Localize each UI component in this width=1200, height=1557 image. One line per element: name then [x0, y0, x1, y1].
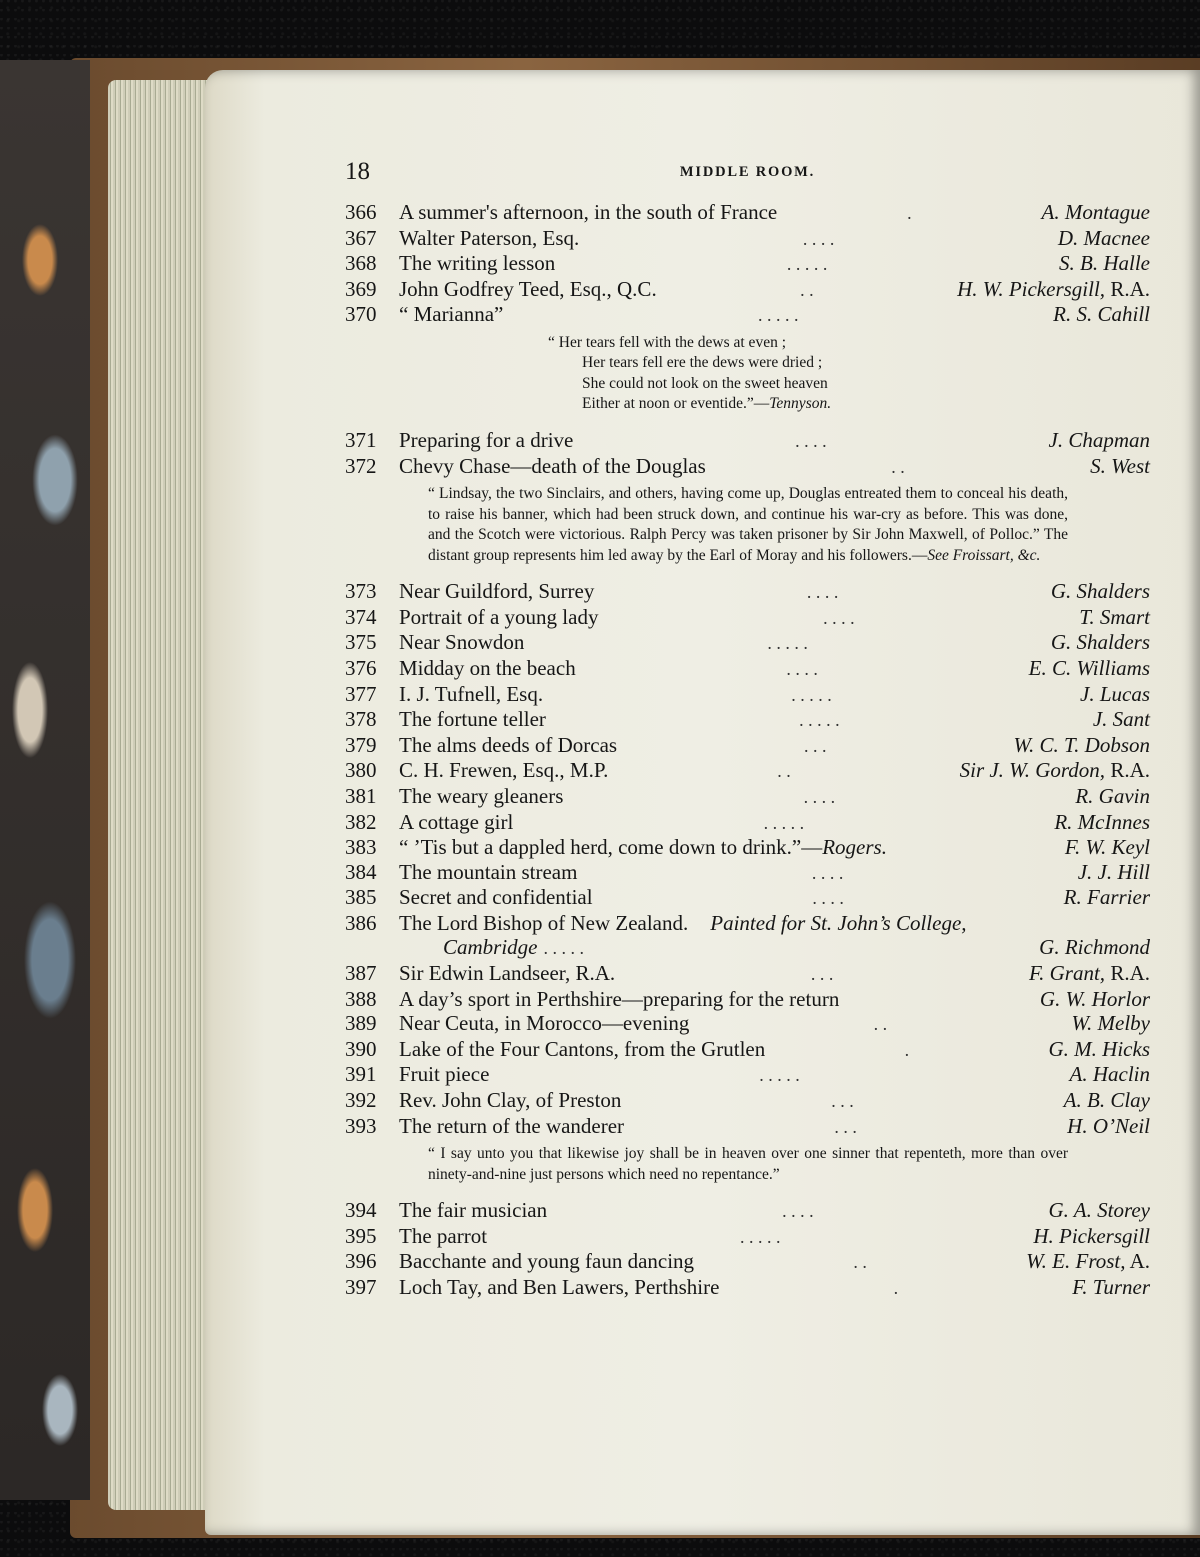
dot-leader: . . . . . [763, 812, 805, 833]
entry-title [399, 1062, 489, 1087]
entry-artist [1079, 605, 1150, 630]
entry-artist [1033, 1224, 1150, 1249]
entry-number: 393 [345, 1113, 377, 1138]
catalogue-entry [345, 987, 1150, 1012]
entry-number: 387 [345, 961, 377, 986]
entry-artist-name: H. W. Pickersgill, [957, 276, 1106, 301]
entry-title [399, 454, 706, 479]
entry-title [399, 682, 543, 707]
entry-title-text: “ Marianna” [399, 302, 504, 327]
entry-title-text: John Godfrey Teed, Esq., Q.C. [399, 276, 657, 301]
entry-artist [1064, 885, 1150, 910]
quote-attribution: Tennyson. [769, 395, 832, 413]
quote-line: “ Her tears fell with the dews at even ; [548, 333, 787, 351]
dot-leader: . . . . . [758, 305, 799, 326]
entry-artist-name: J. Sant [1092, 707, 1150, 732]
entry-artist-name: W. E. Frost, [1026, 1249, 1126, 1274]
entry-number: 390 [345, 1036, 377, 1061]
dot-leader: . . [777, 761, 791, 782]
entry-artist [1029, 961, 1150, 986]
entry-title-text: The return of the wanderer [399, 1113, 625, 1138]
catalogue-entry [345, 860, 1150, 886]
entry-title [399, 605, 598, 630]
entry-number: 384 [345, 859, 377, 884]
entry-number: 367 [345, 225, 377, 250]
entry-title-italic: Rogers. [822, 835, 887, 860]
catalogue-group [345, 200, 1150, 328]
entry-title [399, 961, 615, 986]
entry-artist [1070, 1062, 1150, 1087]
quote-text: “ Lindsay, the two Sinclairs, and others, having come up, Douglas entreated them to conceal his death, to raise his banner, which had been struck down, and continue his war-cry as before. This was done, and the Scotch were victorious. Ralph Percy was taken prisoner by Sir John Maxwell, of Polloc.” The distant group represents him led away by the Earl of Moray and his followers.— [428, 485, 1068, 564]
entry-number: 374 [345, 604, 377, 629]
catalogue-entry [345, 810, 1150, 836]
entry-title-text: Lake of the Four Cantons, from the Grutlen [399, 1036, 766, 1061]
catalogue-group [345, 579, 1150, 935]
entry-number: 377 [345, 681, 377, 706]
entry-artist [1013, 733, 1150, 758]
entry-artist [1049, 1198, 1150, 1223]
quote-wanderer [345, 1144, 1150, 1185]
entry-artist [1040, 987, 1150, 1012]
entry-artist-name: G. W. Horlor [1039, 986, 1150, 1011]
entry-artist-name: E. C. Williams [1028, 655, 1150, 680]
dot-leader: . . . . [802, 228, 835, 249]
quote-chevy-chase [345, 484, 1150, 566]
catalogue-entry [345, 200, 1150, 226]
entry-title [399, 200, 777, 225]
catalogue-entry [345, 1275, 1150, 1301]
entry-title-text: The mountain stream [399, 859, 578, 884]
entry-title-text: Near Guildford, Surrey [399, 579, 595, 604]
entry-number: 379 [345, 732, 377, 757]
entry-title [399, 277, 657, 302]
entry-artist-suffix: R.A. [1105, 276, 1150, 301]
catalogue-entry [345, 605, 1150, 631]
page-content [345, 150, 1150, 1301]
entry-title [399, 835, 887, 860]
entry-artist-name: S. West [1090, 453, 1150, 478]
entry-artist [1042, 200, 1150, 225]
entry-number: 373 [345, 579, 377, 604]
entry-artist [1071, 1011, 1150, 1036]
entry-title [399, 1249, 694, 1274]
entry-title [399, 1114, 624, 1139]
entry-title-text: Fruit piece [399, 1062, 490, 1087]
quote-line: Her tears fell ere the dews were dried ; [582, 354, 823, 372]
dot-leader: . . . . [811, 862, 844, 883]
entry-artist [1058, 226, 1150, 251]
entry-number: 371 [345, 427, 377, 452]
entry-artist [1065, 835, 1150, 860]
entry-artist [1053, 302, 1150, 327]
dot-leader: . . . . [823, 607, 855, 628]
entry-artist-name: W. C. T. Dobson [1013, 732, 1150, 757]
dot-leader: . . . [810, 964, 834, 985]
entry-title-text: Sir Edwin Landseer, R.A. [399, 961, 616, 986]
entry-artist [1067, 1114, 1150, 1139]
catalogue-entry [345, 454, 1150, 480]
entry-artist-name: A. B. Clay [1063, 1088, 1150, 1113]
catalogue-entry [345, 911, 1150, 936]
entry-title-text: Near Snowdon [399, 630, 525, 655]
entry-artist [1054, 810, 1150, 835]
entry-title [399, 428, 573, 453]
dot-leader: . . . . . [739, 1226, 781, 1247]
entry-number: 376 [345, 655, 377, 680]
entry-artist-name: G. Shalders [1050, 579, 1150, 604]
entry-title: Cambridge [443, 935, 538, 960]
entry-number: 386 [345, 910, 377, 935]
dot-leader: . . . . . [543, 938, 584, 959]
entry-title-text: The fortune teller [399, 707, 546, 732]
entry-title-text: Portrait of a young lady [399, 604, 599, 629]
catalogue-entry [345, 1198, 1150, 1224]
entry-title [399, 987, 839, 1012]
entry-artist [1051, 630, 1150, 655]
entry-title-text: Chevy Chase—death of the Douglas [399, 453, 706, 478]
entry-artist [1090, 454, 1150, 479]
quote-marianna [345, 333, 1150, 415]
catalogue-entry [345, 1249, 1150, 1275]
entry-title-text: “ ’Tis but a dappled herd, come down to drink.”— [399, 835, 823, 860]
entry-artist [1059, 251, 1150, 276]
dot-leader: . . . . [812, 888, 844, 909]
catalogue-entry [345, 835, 1150, 860]
dot-leader: . . . . . [767, 633, 808, 654]
dot-leader: . . . . [782, 1201, 814, 1222]
entry-artist-name: R. Farrier [1063, 885, 1150, 910]
catalogue-entry [345, 1114, 1150, 1140]
catalogue-entry [345, 251, 1150, 277]
entry-artist-name: G. A. Storey [1048, 1198, 1150, 1223]
entry-number: 383 [345, 835, 377, 860]
dot-leader: . . [873, 1014, 888, 1035]
catalogue-entry [345, 656, 1150, 682]
dot-leader: . . [891, 456, 905, 477]
entry-title-text: Midday on the beach [399, 655, 576, 680]
entry-title-text: The Lord Bishop of New Zealand. [399, 910, 689, 935]
entry-artist [1093, 707, 1150, 732]
entry-artist: G. Richmond [1039, 935, 1150, 960]
entry-number: 369 [345, 276, 377, 301]
entry-number: 378 [345, 707, 377, 732]
entry-artist-name: F. Turner [1072, 1275, 1150, 1299]
entry-title-text: A summer's afternoon, in the south of France [399, 200, 778, 224]
entry-artist [1080, 682, 1150, 707]
entry-title-text: C. H. Frewen, Esq., M.P. [399, 758, 609, 783]
entry-number: 385 [345, 885, 377, 910]
entry-title [399, 758, 608, 783]
catalogue-entry [345, 630, 1150, 656]
marbled-endpaper [0, 60, 90, 1500]
entry-artist [1064, 1088, 1150, 1113]
dot-leader: . . . . . [791, 684, 832, 705]
entry-title [399, 1275, 719, 1300]
entry-artist-name: S. B. Halle [1059, 251, 1150, 276]
entry-title [399, 733, 617, 758]
entry-title [399, 630, 524, 655]
catalogue-group [345, 961, 1150, 1139]
dot-leader: . [907, 203, 912, 223]
entry-title-text: The parrot [399, 1223, 488, 1248]
entry-title [399, 302, 503, 327]
dot-leader: . . . . [786, 658, 818, 679]
dot-leader: . . . [804, 735, 827, 756]
entry-title [399, 251, 555, 276]
entry-artist-name: H. O’Neil [1067, 1113, 1150, 1138]
entry-artist-name: Sir J. W. Gordon, [959, 758, 1106, 783]
catalogue-entry [345, 1224, 1150, 1250]
entry-artist [1075, 784, 1150, 809]
entry-artist-name: A. Haclin [1069, 1062, 1150, 1087]
page-edges [108, 80, 218, 1510]
entry-artist-name: R. McInnes [1054, 809, 1150, 834]
entry-number: 388 [345, 986, 377, 1011]
entry-artist-name: J. Chapman [1048, 427, 1150, 452]
entry-artist [1078, 860, 1150, 885]
dot-leader: . . . . . [799, 710, 840, 731]
entry-artist-name: J. Lucas [1080, 681, 1150, 706]
entry-artist [1049, 1037, 1150, 1062]
entry-title [399, 1224, 487, 1249]
entry-title [399, 885, 593, 910]
entry-title-text: The alms deeds of Dorcas [399, 732, 618, 757]
dot-leader: . . [800, 279, 814, 300]
entry-title-text: The weary gleaners [399, 783, 564, 808]
catalogue-entry [345, 579, 1150, 605]
catalogue-group [345, 428, 1150, 479]
page-number: 18 [345, 158, 370, 185]
catalogue-entry [345, 961, 1150, 987]
entry-artist-suffix: R.A. [1105, 961, 1150, 986]
entry-title-text: A day’s sport in Perthshire—preparing for the return [399, 986, 840, 1011]
entry-number: 396 [345, 1249, 377, 1274]
entry-title [399, 911, 967, 936]
dot-leader: . [893, 1278, 899, 1298]
catalogue-entry [345, 277, 1150, 303]
entry-artist-name: T. Smart [1079, 604, 1150, 629]
dot-leader: . . . . [803, 786, 836, 807]
catalogue-entry [345, 682, 1150, 708]
entry-title [399, 226, 579, 251]
entry-number: 395 [345, 1223, 377, 1248]
entry-number: 372 [345, 453, 377, 478]
entry-title [399, 860, 577, 885]
entry-title-text: Loch Tay, and Ben Lawers, Perthshire [399, 1275, 720, 1299]
page-header [345, 150, 1150, 200]
entry-number: 391 [345, 1062, 377, 1087]
entry-artist [1029, 656, 1150, 681]
entry-title [399, 1088, 621, 1113]
entry-number: 397 [345, 1275, 377, 1299]
catalogue-entry [345, 428, 1150, 454]
entry-title [399, 810, 513, 835]
entry-title [399, 707, 546, 732]
quote-line [548, 394, 1150, 415]
entry-artist [1072, 1275, 1150, 1300]
entry-number: 366 [345, 200, 377, 224]
entry-artist-name: H. Pickersgill [1033, 1223, 1150, 1248]
quote-line: She could not look on the sweet heaven [582, 374, 828, 392]
catalogue-entry [345, 226, 1150, 252]
dot-leader: . . [853, 1252, 867, 1273]
entry-artist-name: W. Melby [1071, 1011, 1150, 1036]
entry-number: 392 [345, 1088, 377, 1113]
entry-number: 370 [345, 302, 377, 327]
entry-number: 381 [345, 783, 377, 808]
entry-title-italic: Painted for St. John’s College, [710, 910, 967, 935]
catalogue-entry [345, 1037, 1150, 1063]
entry-artist [1026, 1249, 1150, 1274]
entry-title [399, 1037, 765, 1062]
dot-leader: . . . . . [786, 254, 828, 275]
catalogue-entry [345, 1062, 1150, 1088]
entry-title [399, 1198, 547, 1223]
entry-title-text: Preparing for a drive [399, 427, 574, 452]
dot-leader: . . . . [795, 430, 827, 451]
catalogue-entry [345, 885, 1150, 911]
entry-title-text: Bacchante and young faun dancing [399, 1249, 695, 1274]
entry-artist-name: F. Grant, [1029, 961, 1106, 986]
entry-artist-suffix: A. [1125, 1249, 1150, 1274]
catalogue-entry [345, 302, 1150, 328]
entry-title-text: The writing lesson [399, 251, 556, 276]
entry-artist [1051, 579, 1150, 604]
entry-artist [1049, 428, 1151, 453]
catalogue-entry-continuation [345, 935, 1150, 961]
entry-title-text: Walter Paterson, Esq. [399, 225, 580, 250]
entry-artist-name: G. M. Hicks [1048, 1036, 1150, 1061]
dot-leader: . . . [834, 1116, 857, 1137]
quote-line-text: Either at noon or eventide.”— [582, 395, 770, 413]
running-head: MIDDLE ROOM. [679, 164, 816, 180]
entry-title [399, 784, 563, 809]
entry-artist [960, 758, 1150, 783]
entry-number: 380 [345, 758, 377, 783]
catalogue-entry [345, 733, 1150, 759]
quote-attribution: See Froissart, &c. [927, 546, 1041, 564]
entry-title-text: Secret and confidential [399, 885, 593, 910]
entry-number: 389 [345, 1011, 377, 1036]
catalogue-group [345, 1198, 1150, 1300]
entry-artist-name: D. Macnee [1057, 225, 1150, 250]
catalogue-entry [345, 707, 1150, 733]
catalogue-entry [345, 784, 1150, 810]
entry-number: 368 [345, 251, 377, 276]
dot-leader: . . . [831, 1091, 854, 1112]
entry-artist [957, 277, 1150, 302]
entry-artist-name: R. S. Cahill [1053, 302, 1150, 327]
entry-title [399, 656, 576, 681]
entry-artist-name: A. Montague [1041, 200, 1150, 224]
entry-number: 382 [345, 809, 377, 834]
entry-artist-name: R. Gavin [1075, 783, 1150, 808]
entry-title-text: I. J. Tufnell, Esq. [399, 681, 544, 706]
entry-number: 394 [345, 1198, 377, 1223]
entry-title-text: A cottage girl [399, 809, 514, 834]
entry-artist-suffix: R.A. [1105, 758, 1150, 783]
entry-title-text: Rev. John Clay, of Preston [399, 1088, 622, 1113]
catalogue-entry [345, 1088, 1150, 1114]
catalogue-entry [345, 758, 1150, 784]
dot-leader: . . . . . [759, 1065, 800, 1086]
entry-title [399, 579, 594, 604]
entry-number: 375 [345, 630, 377, 655]
catalogue-entry [345, 1011, 1150, 1037]
entry-artist-name: G. Shalders [1050, 630, 1150, 655]
dot-leader: . . . . [806, 582, 839, 603]
entry-title [399, 1011, 689, 1036]
quote-text: “ I say unto you that likewise joy shall be in heaven over one sinner that repenteth, more than over ninety-and-nine just persons which need no repentance.” [428, 1145, 1068, 1183]
entry-artist-name: F. W. Keyl [1064, 835, 1150, 860]
entry-artist-name: J. J. Hill [1077, 859, 1150, 884]
dot-leader: . [904, 1039, 910, 1060]
entry-title-text: Near Ceuta, in Morocco—evening [399, 1011, 690, 1036]
entry-title-text: The fair musician [399, 1198, 548, 1223]
